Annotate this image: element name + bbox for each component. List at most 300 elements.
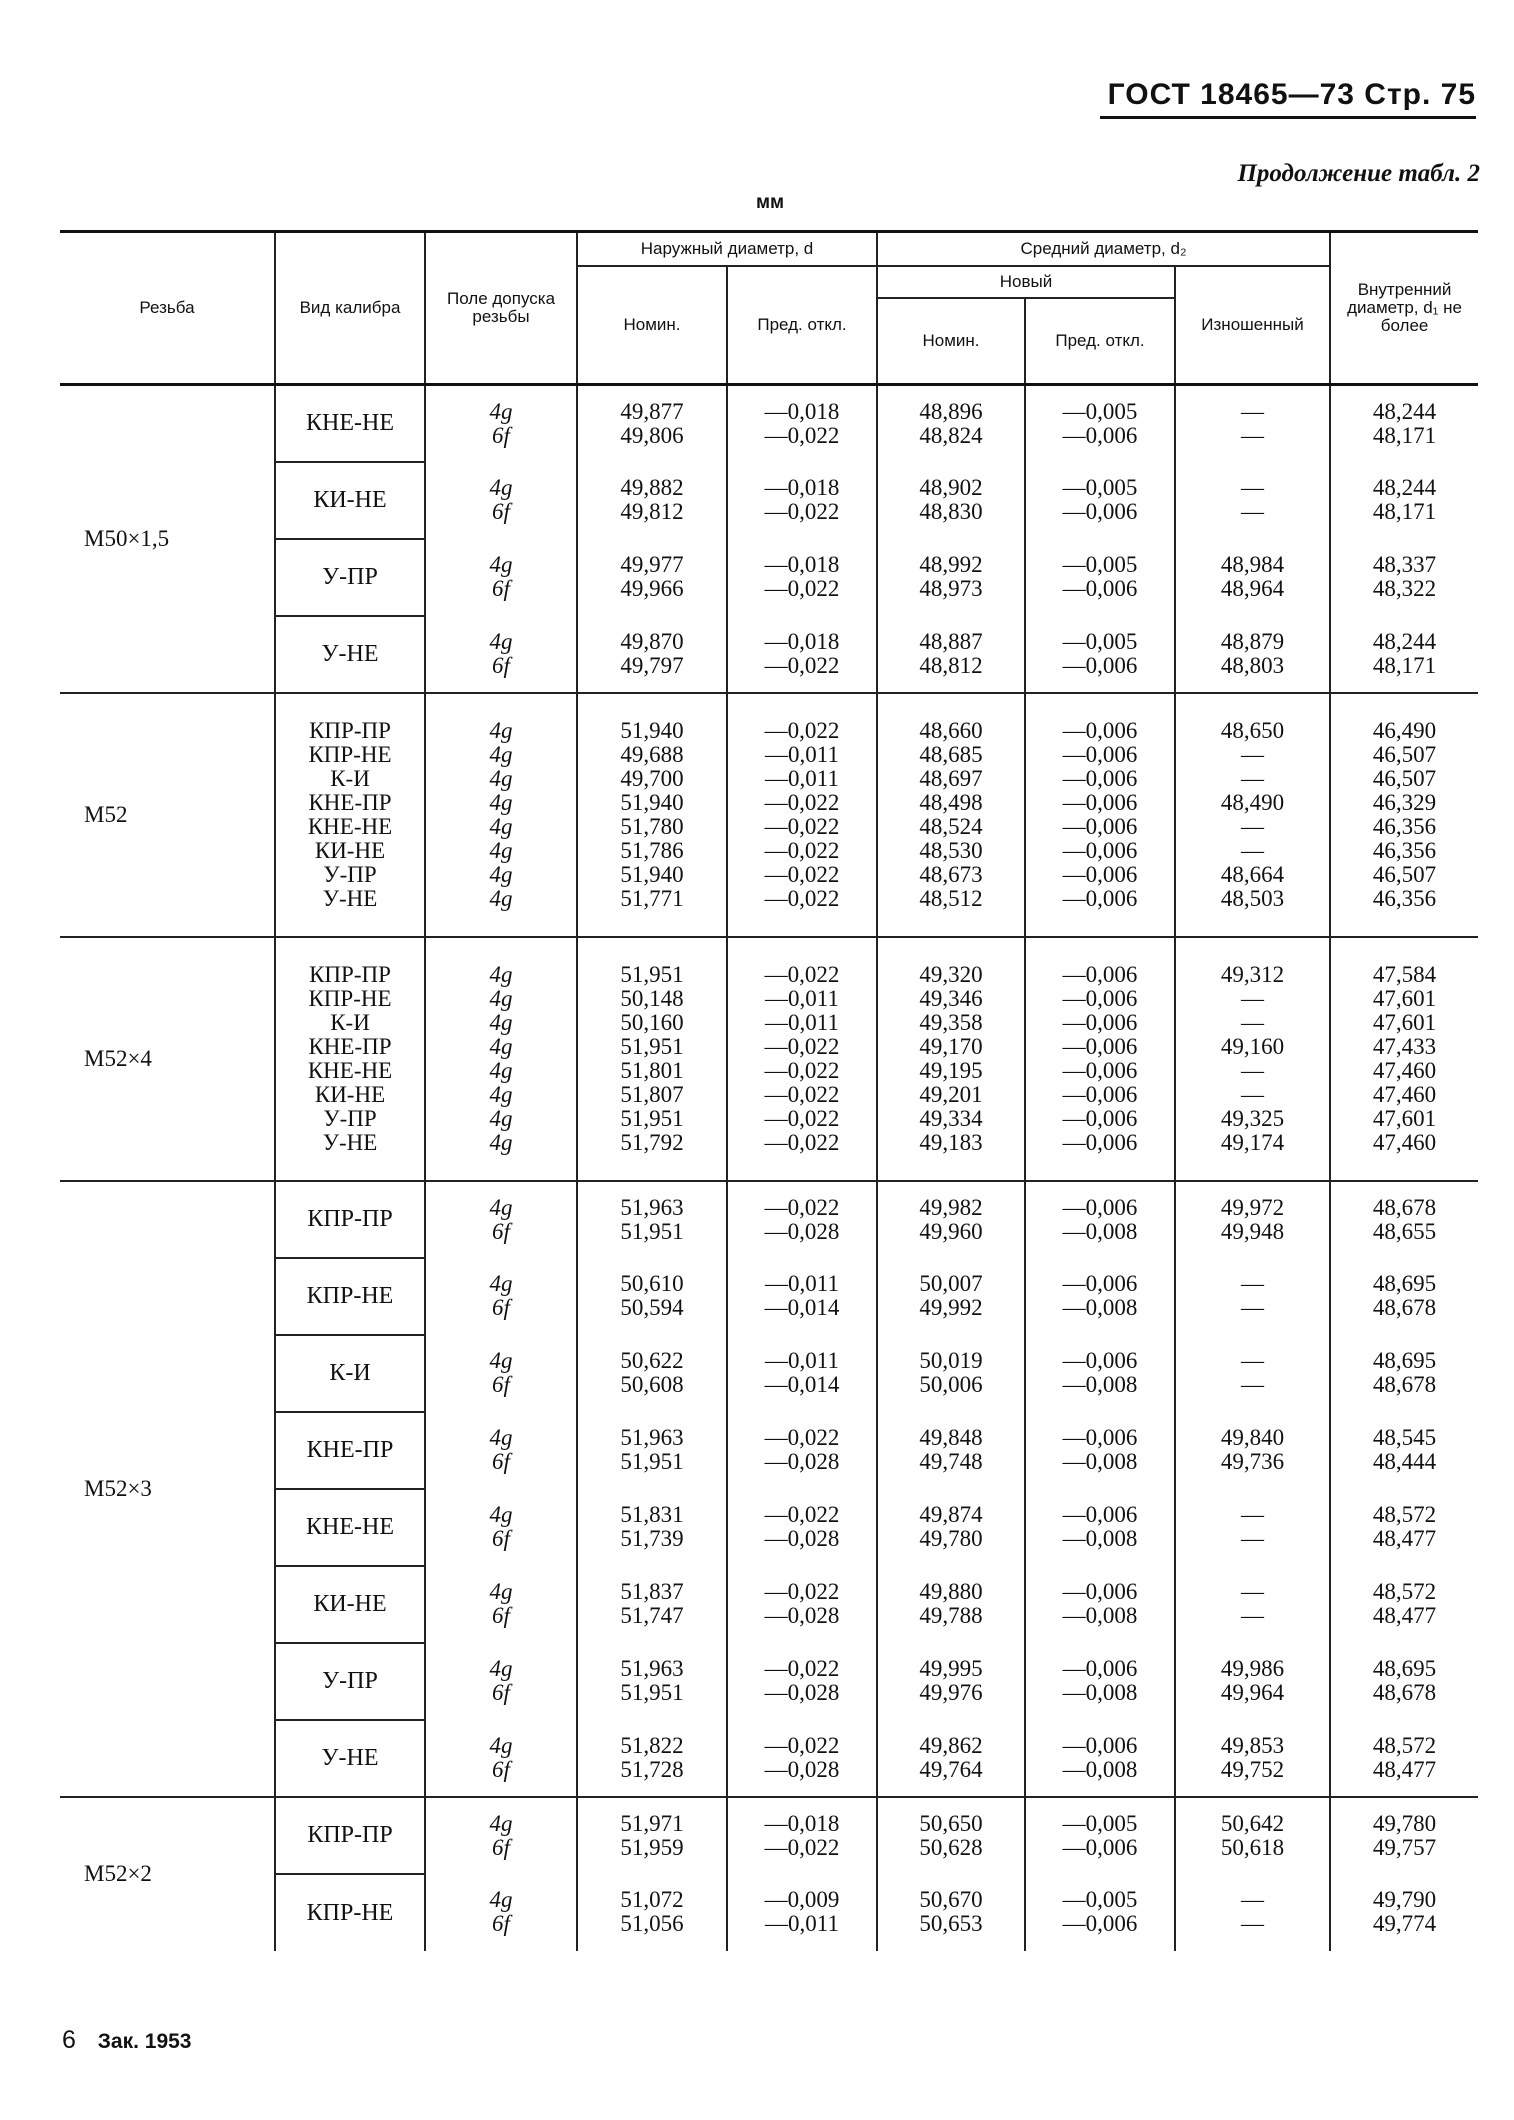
outer-nominal-value: 51,786 — [620, 837, 684, 863]
col-outer-diameter-header: Наружный диаметр, d — [577, 232, 877, 267]
outer-nominal-value: 49,812 — [620, 499, 684, 524]
outer-deviation-value: —0,022 — [764, 1129, 840, 1155]
middle-nominal-value: 50,653 — [919, 1911, 983, 1936]
gauge-type: У-ПР — [275, 1643, 425, 1720]
middle-deviation — [1025, 1643, 1175, 1720]
middle-nominal-value: 48,973 — [919, 576, 983, 601]
middle-nominal-value: 49,780 — [919, 1526, 983, 1551]
outer-deviation-value: —0,022 — [764, 499, 840, 524]
tolerance-field — [425, 937, 577, 1181]
outer-nominal-value: 51,056 — [620, 1911, 684, 1936]
inner-diameter-value: 47,601 — [1372, 1009, 1437, 1035]
inner-diameter-value: 48,572 — [1372, 1579, 1437, 1604]
middle-deviation — [1025, 616, 1175, 693]
outer-deviation-value: —0,014 — [764, 1295, 840, 1320]
middle-deviation-value: —0,006 — [1062, 499, 1138, 524]
outer-nominal-value: 51,951 — [620, 961, 684, 987]
worn-diameter — [1175, 1566, 1330, 1643]
col-worn-header: Изношенный — [1175, 266, 1330, 385]
worn-diameter-value: — — [1241, 1348, 1265, 1373]
worn-diameter — [1175, 1874, 1330, 1951]
inner-diameter-value: 48,477 — [1372, 1756, 1437, 1782]
middle-nominal — [877, 1489, 1025, 1566]
outer-deviation-value: —0,022 — [764, 422, 840, 448]
tolerance-field-value: 4g — [489, 1656, 513, 1681]
inner-diameter — [1330, 385, 1478, 462]
middle-nominal — [877, 1566, 1025, 1643]
tolerance-field-value: 4g — [489, 475, 513, 500]
worn-diameter-value: — — [1241, 475, 1265, 500]
inner-diameter-value: 46,507 — [1372, 765, 1437, 791]
outer-deviation — [727, 1258, 877, 1335]
middle-deviation-value: —0,008 — [1062, 1218, 1138, 1244]
middle-deviation-value: —0,005 — [1062, 1887, 1138, 1912]
outer-nominal-value: 51,951 — [620, 1449, 684, 1474]
inner-diameter — [1330, 1412, 1478, 1489]
col-middle-diameter-header: Средний диаметр, d₂ — [877, 232, 1330, 267]
middle-deviation — [1025, 1335, 1175, 1412]
inner-diameter — [1330, 693, 1478, 937]
tolerance-field-value: 4g — [489, 1810, 513, 1836]
worn-diameter-value: 49,840 — [1220, 1425, 1285, 1450]
middle-nominal-value: 50,006 — [919, 1372, 983, 1397]
col-thread-header: Резьба — [139, 298, 195, 317]
middle-deviation-value: —0,006 — [1062, 765, 1138, 791]
inner-diameter-value: 48,572 — [1372, 1502, 1437, 1527]
inner-diameter-value: 46,329 — [1372, 789, 1437, 815]
outer-nominal-value: 51,963 — [620, 1425, 684, 1450]
middle-nominal-value: 48,902 — [919, 475, 983, 500]
tolerance-field — [425, 1258, 577, 1335]
inner-diameter — [1330, 1797, 1478, 1874]
middle-deviation — [1025, 1566, 1175, 1643]
tolerance-field-value: 4g — [489, 1425, 513, 1450]
outer-deviation-value: —0,022 — [764, 961, 840, 987]
outer-deviation-value: —0,022 — [764, 1081, 840, 1107]
table-row — [60, 1181, 1478, 1258]
worn-diameter-value: 49,948 — [1220, 1218, 1285, 1244]
tolerance-field-value: 6f — [492, 1603, 510, 1628]
worn-diameter — [1175, 1335, 1330, 1412]
inner-diameter — [1330, 1335, 1478, 1412]
outer-nominal-value: 49,870 — [620, 628, 684, 654]
gauge-type-value: У-ПР — [323, 861, 377, 887]
middle-deviation — [1025, 1489, 1175, 1566]
outer-nominal-value: 51,951 — [620, 1033, 684, 1059]
tolerance-field-value: 4g — [489, 717, 513, 743]
outer-nominal-value: 51,739 — [620, 1526, 684, 1551]
outer-deviation-value: —0,028 — [764, 1526, 840, 1551]
worn-diameter-value: — — [1241, 499, 1265, 524]
inner-diameter-value: 48,678 — [1372, 1194, 1437, 1220]
middle-deviation-value: —0,006 — [1062, 961, 1138, 987]
middle-deviation-value: —0,008 — [1062, 1603, 1138, 1628]
outer-nominal-value: 51,801 — [620, 1057, 684, 1083]
inner-diameter-value: 47,433 — [1372, 1033, 1437, 1059]
gauge-type: КИ-НЕ — [275, 1566, 425, 1643]
tolerance-field — [425, 462, 577, 539]
middle-nominal-value: 49,346 — [919, 985, 983, 1011]
middle-nominal — [877, 385, 1025, 462]
outer-deviation-value: —0,018 — [764, 475, 840, 500]
worn-diameter — [1175, 385, 1330, 462]
inner-diameter-value: 49,790 — [1372, 1887, 1437, 1912]
order-number: Зак. 1953 — [97, 2030, 192, 2053]
inner-diameter-value: 48,244 — [1372, 628, 1437, 654]
gauge-type-value: КИ-НЕ — [314, 837, 386, 863]
inner-diameter-value: 48,678 — [1372, 1680, 1437, 1705]
outer-deviation-value: —0,028 — [764, 1218, 840, 1244]
middle-nominal-value: 49,320 — [919, 961, 983, 987]
inner-diameter — [1330, 1643, 1478, 1720]
tolerance-field — [425, 1874, 577, 1951]
page-footer — [62, 2026, 191, 2055]
middle-nominal — [877, 1335, 1025, 1412]
inner-diameter-value: 48,695 — [1372, 1348, 1437, 1373]
tolerance-field-value: 4g — [489, 1081, 513, 1107]
inner-diameter-value: 49,780 — [1372, 1810, 1437, 1836]
middle-nominal-value: 49,862 — [919, 1732, 983, 1758]
document-header: ГОСТ 18465—73 Стр. 75 — [1100, 78, 1476, 119]
tolerance-field — [425, 1566, 577, 1643]
inner-diameter-value: 48,695 — [1372, 1271, 1437, 1296]
worn-diameter-value: 48,664 — [1220, 861, 1285, 887]
tolerance-field-value: 4g — [489, 765, 513, 791]
middle-nominal-value: 48,896 — [919, 398, 983, 424]
outer-deviation-value: —0,022 — [764, 1834, 840, 1860]
outer-nominal-value: 50,148 — [620, 985, 684, 1011]
worn-diameter-value: — — [1241, 398, 1265, 424]
worn-diameter — [1175, 937, 1330, 1181]
tolerance-field-value: 6f — [492, 652, 510, 678]
outer-nominal-value: 50,622 — [620, 1348, 684, 1373]
middle-nominal — [877, 1258, 1025, 1335]
inner-diameter-value: 46,507 — [1372, 861, 1437, 887]
inner-diameter-value: 46,356 — [1372, 813, 1437, 839]
middle-deviation-value: —0,006 — [1062, 1271, 1138, 1296]
tolerance-field-value: 6f — [492, 1756, 510, 1782]
outer-deviation-value: —0,022 — [764, 837, 840, 863]
outer-nominal-value: 51,940 — [620, 717, 684, 743]
inner-diameter — [1330, 1720, 1478, 1797]
outer-deviation-value: —0,022 — [764, 861, 840, 887]
inner-diameter-value: 49,757 — [1372, 1834, 1437, 1860]
gauge-type-value: КПР-НЕ — [308, 741, 392, 767]
outer-nominal — [577, 539, 727, 616]
inner-diameter-value: 48,171 — [1372, 652, 1437, 678]
outer-deviation-value: —0,028 — [764, 1603, 840, 1628]
middle-deviation-value: —0,006 — [1062, 837, 1138, 863]
outer-deviation — [727, 462, 877, 539]
col-outer-nominal-header: Номин. — [577, 266, 727, 385]
outer-nominal-value: 51,951 — [620, 1218, 684, 1244]
middle-deviation-value: —0,006 — [1062, 1732, 1138, 1758]
outer-deviation-value: —0,022 — [764, 1057, 840, 1083]
middle-nominal-value: 48,685 — [919, 741, 983, 767]
tolerance-field-value: 6f — [492, 1372, 510, 1397]
inner-diameter-value: 46,490 — [1372, 717, 1437, 743]
middle-nominal-value: 49,880 — [919, 1579, 983, 1604]
worn-diameter-value: — — [1241, 837, 1265, 863]
col-middle-deviation-header: Пред. откл. — [1025, 298, 1175, 385]
middle-deviation — [1025, 1720, 1175, 1797]
table-header — [60, 232, 1478, 385]
worn-diameter — [1175, 1720, 1330, 1797]
outer-nominal — [577, 1720, 727, 1797]
inner-diameter-value: 48,444 — [1372, 1449, 1437, 1474]
middle-nominal-value: 49,195 — [919, 1057, 983, 1083]
tolerance-field-value: 4g — [489, 1057, 513, 1083]
inner-diameter — [1330, 937, 1478, 1181]
outer-nominal — [577, 1489, 727, 1566]
middle-deviation-value: —0,006 — [1062, 1081, 1138, 1107]
worn-diameter — [1175, 1797, 1330, 1874]
middle-nominal-value: 48,512 — [919, 885, 983, 911]
outer-deviation-value: —0,022 — [764, 1105, 840, 1131]
tolerance-field-value: 6f — [492, 1526, 510, 1551]
worn-diameter-value: 48,503 — [1220, 885, 1285, 911]
middle-nominal-value: 49,201 — [919, 1081, 983, 1107]
gauge-type: КПР-ПР — [275, 1181, 425, 1258]
outer-deviation — [727, 385, 877, 462]
tolerance-field-value: 4g — [489, 1732, 513, 1758]
middle-nominal-value: 49,358 — [919, 1009, 983, 1035]
middle-deviation-value: —0,006 — [1062, 1009, 1138, 1035]
tolerance-field-value: 6f — [492, 1834, 510, 1860]
outer-nominal — [577, 1412, 727, 1489]
outer-nominal-value: 51,959 — [620, 1834, 684, 1860]
outer-nominal-value: 51,963 — [620, 1194, 684, 1220]
middle-nominal — [877, 616, 1025, 693]
tolerance-field-value: 6f — [492, 1218, 510, 1244]
tolerance-field — [425, 1643, 577, 1720]
gauge-type — [275, 693, 425, 937]
outer-nominal — [577, 616, 727, 693]
inner-diameter-value: 48,244 — [1372, 398, 1437, 424]
outer-nominal — [577, 1335, 727, 1412]
col-inner-diameter-header: Внутренний диаметр, d₁ не более — [1330, 232, 1478, 385]
outer-nominal — [577, 462, 727, 539]
outer-deviation-value: —0,014 — [764, 1372, 840, 1397]
worn-diameter-value: 48,964 — [1220, 576, 1285, 601]
worn-diameter — [1175, 693, 1330, 937]
worn-diameter-value: — — [1241, 741, 1265, 767]
outer-deviation-value: —0,011 — [765, 765, 839, 791]
outer-nominal-value: 50,594 — [620, 1295, 684, 1320]
outer-nominal-value: 49,797 — [620, 652, 684, 678]
outer-deviation — [727, 1566, 877, 1643]
tolerance-field-value: 4g — [489, 1502, 513, 1527]
tolerance-field — [425, 616, 577, 693]
col-middle-nominal-header: Номин. — [877, 298, 1025, 385]
worn-diameter-value: 48,879 — [1220, 628, 1285, 654]
gauge-type-value: К-И — [330, 765, 370, 791]
middle-deviation-value: —0,006 — [1062, 1033, 1138, 1059]
tolerance-field-value: 4g — [489, 741, 513, 767]
thread-designation: М52×4 — [60, 937, 275, 1181]
tolerance-field-value: 4g — [489, 1887, 513, 1912]
worn-diameter-value: 48,490 — [1220, 789, 1285, 815]
outer-nominal-value: 51,951 — [620, 1105, 684, 1131]
outer-nominal — [577, 1874, 727, 1951]
tolerance-field — [425, 1335, 577, 1412]
gauge-type-value: КИ-НЕ — [314, 1081, 386, 1107]
middle-nominal-value: 48,498 — [919, 789, 983, 815]
inner-diameter-value: 47,460 — [1372, 1129, 1437, 1155]
middle-nominal-value: 50,670 — [919, 1887, 983, 1912]
middle-deviation — [1025, 1181, 1175, 1258]
worn-diameter — [1175, 616, 1330, 693]
outer-deviation — [727, 937, 877, 1181]
unit-label: мм — [756, 192, 785, 213]
outer-deviation-value: —0,028 — [764, 1449, 840, 1474]
middle-nominal-value: 49,992 — [919, 1295, 983, 1320]
worn-diameter-value: 49,325 — [1220, 1105, 1285, 1131]
middle-deviation — [1025, 539, 1175, 616]
middle-nominal — [877, 937, 1025, 1181]
thread-designation: М52×2 — [60, 1797, 275, 1951]
worn-diameter-value: — — [1241, 422, 1265, 448]
tolerance-field-value: 6f — [492, 1911, 510, 1936]
outer-nominal-value: 49,966 — [620, 576, 684, 601]
middle-deviation-value: —0,006 — [1062, 1834, 1138, 1860]
middle-deviation-value: —0,006 — [1062, 1502, 1138, 1527]
middle-nominal-value: 49,764 — [919, 1756, 983, 1782]
outer-deviation — [727, 539, 877, 616]
middle-deviation-value: —0,006 — [1062, 1425, 1138, 1450]
outer-deviation-value: —0,022 — [764, 885, 840, 911]
inner-diameter-value: 49,774 — [1372, 1911, 1437, 1936]
gauge-type-value: К-И — [330, 1009, 370, 1035]
tolerance-field — [425, 1797, 577, 1874]
tolerance-field-value: 4g — [489, 398, 513, 424]
gauge-type: КПР-ПР — [275, 1797, 425, 1874]
middle-deviation-value: —0,006 — [1062, 1057, 1138, 1083]
outer-nominal — [577, 1643, 727, 1720]
middle-nominal-value: 48,660 — [919, 717, 983, 743]
table-row — [60, 1797, 1478, 1874]
middle-deviation — [1025, 1258, 1175, 1335]
middle-deviation-value: —0,006 — [1062, 1105, 1138, 1131]
tolerance-field — [425, 1412, 577, 1489]
thread-gauge-table — [60, 230, 1478, 1951]
gauge-type-value: КПР-ПР — [309, 961, 391, 987]
middle-nominal-value: 48,830 — [919, 499, 983, 524]
inner-diameter-value: 46,356 — [1372, 837, 1437, 863]
table-continuation-label: Продолжение табл. 2 — [1237, 160, 1480, 187]
table-row — [60, 937, 1478, 1181]
middle-nominal — [877, 1720, 1025, 1797]
middle-nominal-value: 49,788 — [919, 1603, 983, 1628]
inner-diameter — [1330, 1489, 1478, 1566]
middle-deviation — [1025, 693, 1175, 937]
outer-deviation-value: —0,022 — [764, 1732, 840, 1758]
tolerance-field-value: 4g — [489, 1579, 513, 1604]
outer-deviation-value: —0,018 — [764, 552, 840, 577]
outer-nominal — [577, 1797, 727, 1874]
middle-deviation-value: —0,005 — [1062, 475, 1138, 500]
outer-deviation-value: —0,018 — [764, 398, 840, 424]
outer-deviation-value: —0,018 — [764, 1810, 840, 1836]
outer-deviation-value: —0,022 — [764, 1656, 840, 1681]
inner-diameter-value: 48,171 — [1372, 422, 1437, 448]
middle-nominal — [877, 1181, 1025, 1258]
tolerance-field-value: 6f — [492, 422, 510, 448]
middle-nominal-value: 48,887 — [919, 628, 983, 654]
gauge-type: КИ-НЕ — [275, 462, 425, 539]
middle-nominal-value: 49,960 — [919, 1218, 983, 1244]
middle-nominal — [877, 462, 1025, 539]
worn-diameter-value: — — [1241, 1057, 1265, 1083]
worn-diameter-value: 49,964 — [1220, 1680, 1285, 1705]
inner-diameter-value: 48,244 — [1372, 475, 1437, 500]
middle-deviation — [1025, 937, 1175, 1181]
tolerance-field-value: 6f — [492, 1449, 510, 1474]
inner-diameter-value: 47,460 — [1372, 1081, 1437, 1107]
gauge-type: КПР-НЕ — [275, 1258, 425, 1335]
table-row — [60, 693, 1478, 937]
inner-diameter-value: 48,477 — [1372, 1526, 1437, 1551]
tolerance-field — [425, 539, 577, 616]
outer-nominal — [577, 937, 727, 1181]
middle-deviation-value: —0,006 — [1062, 741, 1138, 767]
outer-nominal-value: 51,780 — [620, 813, 684, 839]
outer-nominal-value: 51,963 — [620, 1656, 684, 1681]
page-number: 6 — [62, 2026, 76, 2054]
tolerance-field-value: 4g — [489, 1194, 513, 1220]
outer-nominal-value: 51,072 — [620, 1887, 684, 1912]
outer-deviation-value: —0,028 — [764, 1680, 840, 1705]
middle-deviation-value: —0,006 — [1062, 1194, 1138, 1220]
middle-deviation — [1025, 1797, 1175, 1874]
tolerance-field-value: 6f — [492, 576, 510, 601]
gauge-type-value: КПР-ПР — [309, 717, 391, 743]
middle-deviation-value: —0,006 — [1062, 1579, 1138, 1604]
tolerance-field-value: 4g — [489, 885, 513, 911]
gauge-type: У-НЕ — [275, 1720, 425, 1797]
worn-diameter-value: — — [1241, 1579, 1265, 1604]
middle-deviation-value: —0,006 — [1062, 1129, 1138, 1155]
middle-deviation-value: —0,005 — [1062, 1810, 1138, 1836]
tolerance-field — [425, 1720, 577, 1797]
worn-diameter — [1175, 1643, 1330, 1720]
worn-diameter-value: 48,803 — [1220, 652, 1285, 678]
tolerance-field-value: 6f — [492, 1295, 510, 1320]
middle-deviation-value: —0,006 — [1062, 1656, 1138, 1681]
gauge-type: КНЕ-НЕ — [275, 1489, 425, 1566]
outer-deviation-value: —0,022 — [764, 813, 840, 839]
worn-diameter-value: — — [1241, 1271, 1265, 1296]
middle-deviation-value: —0,008 — [1062, 1449, 1138, 1474]
middle-deviation-value: —0,006 — [1062, 985, 1138, 1011]
middle-nominal-value: 49,982 — [919, 1194, 983, 1220]
outer-nominal-value: 51,822 — [620, 1732, 684, 1758]
inner-diameter — [1330, 1181, 1478, 1258]
middle-deviation-value: —0,008 — [1062, 1526, 1138, 1551]
outer-nominal — [577, 1566, 727, 1643]
worn-diameter-value: — — [1241, 1502, 1265, 1527]
outer-deviation-value: —0,022 — [764, 1194, 840, 1220]
outer-deviation-value: —0,022 — [764, 1033, 840, 1059]
thread-designation: М52 — [60, 693, 275, 937]
outer-deviation — [727, 616, 877, 693]
outer-nominal-value: 49,688 — [620, 741, 684, 767]
worn-diameter-value: 50,642 — [1220, 1810, 1285, 1836]
outer-deviation-value: —0,011 — [765, 741, 839, 767]
middle-nominal-value: 50,019 — [919, 1348, 983, 1373]
middle-nominal-value: 50,007 — [919, 1271, 983, 1296]
middle-deviation-value: —0,008 — [1062, 1295, 1138, 1320]
